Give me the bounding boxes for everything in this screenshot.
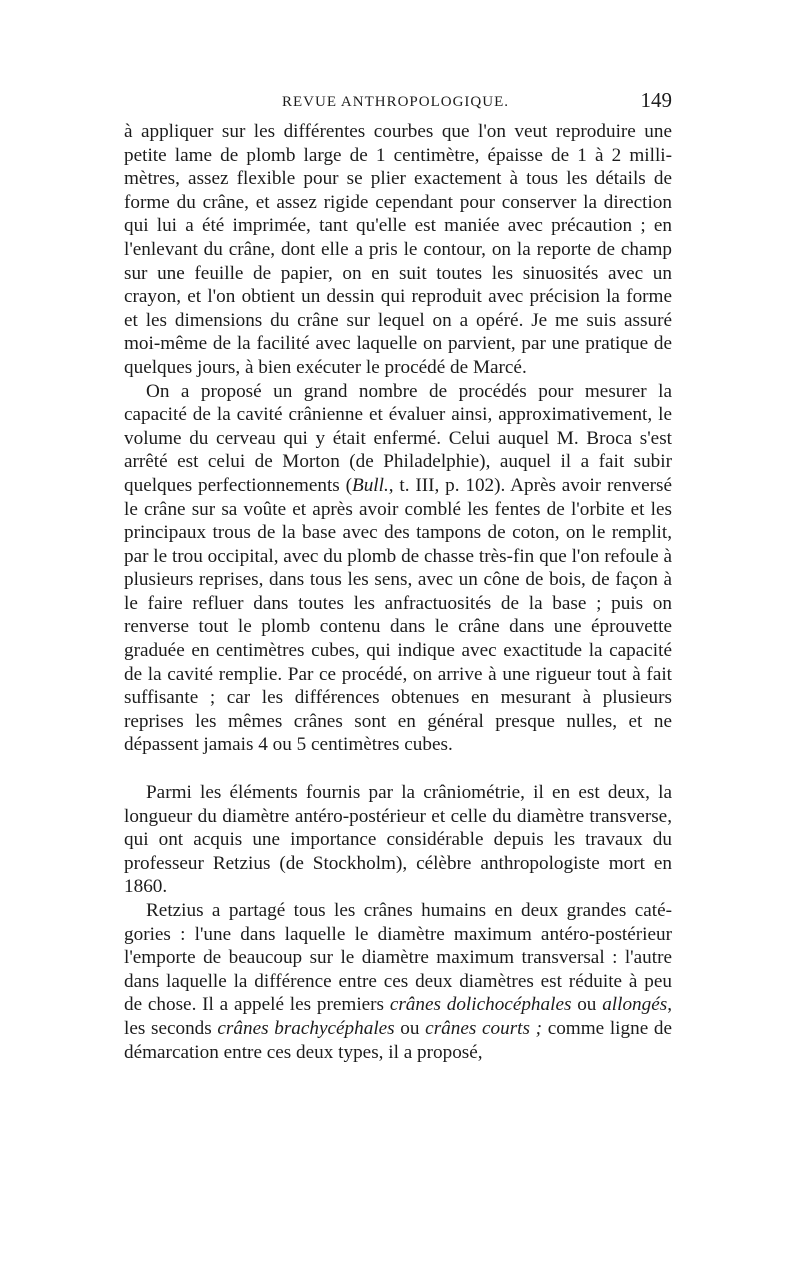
- section-spacer: [124, 757, 672, 781]
- text-span: ou: [394, 1017, 426, 1039]
- italic-span: crânes brachycéphales: [217, 1017, 395, 1039]
- book-page: [124, 88, 672, 1064]
- paragraph-cranial-capacity: [124, 380, 672, 758]
- text-span: à appliquer sur les différentes courbes que l'on veut reproduire une petite lame de plomb large de 1 centimètre, épaisse de 1 à 2 millimètres, assez flexible pour se plier exactement à tous les détails de forme du crâne, et assez rigide cependant pour conserver la direction qui lui a été imprimée, tant qu'elle est maniée avec précaution ; en l'enlevant du crâne, dont elle a pris le contour, on la reporte de champ sur une feuille de papier, on en suit toutes les sinuosités avec un crayon, et l'on obtient un dessin qui reproduit avec précision la forme et les dimensions du crâne sur lequel on a opéré. Je me suis assuré moi-même de la facilité avec laquelle on parvient, par une pratique de quelques jours, à bien exécuter le procédé de Marcé.: [124, 121, 672, 378]
- running-header: [124, 88, 672, 120]
- text-span: On a proposé un grand nombre de procédés pour mesurer la capacité de la cavité crânienne et évaluer ainsi, approximativement, le volume du cerveau qui y était enfermé. Celui auquel M. Broca s'est arrêté est celui de Morton (de Philadelphie), auquel il a fait subir quelques perfectionnements (: [124, 380, 672, 496]
- italic-span: crânes courts ;: [425, 1017, 543, 1039]
- text-span: Parmi les éléments fournis par la crâniométrie, il en est deux, la longueur du diamètre antéro-postérieur et celle du diamètre transverse, qui ont acquis une importance considérable depuis les travaux du professeur Retzius (de Stockholm), célèbre anthropologiste mort en 1860.: [124, 782, 672, 898]
- paragraph-retzius: [124, 899, 672, 1064]
- italic-span: Bull.: [351, 474, 389, 496]
- text-span: comme ligne de démarcation entre ces deux types, il a proposé,: [124, 1017, 672, 1063]
- italic-span: allongés: [602, 994, 668, 1016]
- text-span: , les seconds: [124, 994, 673, 1039]
- page-number: 149: [640, 88, 672, 112]
- paragraph-lead-plate: [124, 120, 672, 380]
- text-span: ou: [571, 994, 603, 1016]
- italic-span: crânes dolichocéphales: [389, 994, 572, 1016]
- text-span: , t. III, p. 102). Après avoir renversé le crâne sur sa voûte et après avoir comblé les fentes de l'orbite et les principaux trous de la base avec des tampons de coton, on le remplit, par le trou occipital, avec du plomb de chasse très-fin que l'on refoule à plusieurs reprises, dans tous les sens, avec un cône de bois, de façon à le faire refluer dans toutes les anfractuosités de la base ; puis on renverse tout le plomb contenu dans le crâne dans une éprouvette graduée en centimètres cubes, qui indique avec exactitude la capacité de la cavité remplie. Par ce procédé, on arrive à une rigueur tout à fait suffisante ; car les différences obtenues en mesurant à plusieurs reprises les mêmes crânes sont en général presque nulles, et ne dépassent jamais 4 ou 5 centimètres cubes.: [124, 474, 673, 756]
- running-title: REVUE ANTHROPOLOGIQUE.: [282, 94, 509, 110]
- paragraph-craniometry: [124, 781, 672, 899]
- text-span: Retzius a partagé tous les crânes humains en deux grandes catégories : l'une dans laquelle le diamètre maximum antéro-postérieur l'emporte de beaucoup sur le diamètre maximum transversal : l'autre dans laquelle la différence entre ces deux diamètres est réduite à peu de chose. Il a appelé les premiers: [124, 900, 672, 1016]
